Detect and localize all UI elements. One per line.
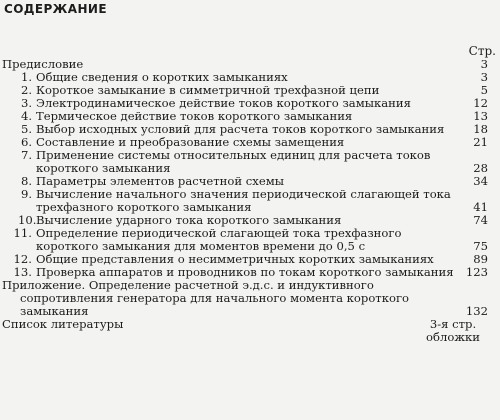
toc-entry-text: Проверка аппаратов и проводников по токам короткого замыкания <box>36 265 454 279</box>
toc-entry-text: Общие сведения о коротких замыканиях <box>36 70 288 84</box>
toc-entry-page: 3 <box>480 70 488 84</box>
toc-entry-text: Термическое действие токов короткого замыкания <box>36 109 353 123</box>
toc-entry-page: 21 <box>473 135 488 149</box>
toc-entry-page: 3-я стр. обложки <box>426 317 480 344</box>
toc-entry-number: 3. <box>20 96 32 110</box>
toc-entry-text: Определение периодической слагающей тока трехфазного короткого замыкания для моментов времени до 0,5 с <box>36 226 402 253</box>
toc-entry-text: Предисловие <box>2 57 84 71</box>
toc-entry <box>13 226 488 253</box>
toc-entry-appendix <box>2 279 488 318</box>
toc-entry-page: 41 <box>473 200 488 214</box>
toc-entry-number: 7. <box>20 148 32 162</box>
toc-entry-page: 13 <box>473 109 488 123</box>
toc-entry-references <box>2 318 488 344</box>
toc-entry-page: 123 <box>465 265 488 279</box>
toc-entry-text: Вычисление начального значения периодической слагающей тока трехфазного короткого замыкания <box>36 187 451 214</box>
toc-entry-number: 4. <box>20 109 32 123</box>
toc-entry-text: Приложение. Определение расчетной э.д.с. и индуктивного сопротивления генератора для начального момента короткого замыкания <box>2 278 410 318</box>
toc-entry-number: 10. <box>18 213 37 227</box>
toc-entry-number: 12. <box>13 252 32 266</box>
toc-entry-page: 132 <box>465 304 488 318</box>
toc-entry-number: 2. <box>20 83 32 97</box>
toc-entry-number: 8. <box>20 174 32 188</box>
toc-entry-number: 13. <box>13 265 32 279</box>
table-of-contents <box>2 57 488 344</box>
toc-entry-number: 11. <box>13 226 32 240</box>
toc-entry-page: 28 <box>473 161 488 175</box>
page-column-label: Стр. <box>468 44 496 58</box>
toc-entry-text: Составление и преобразование схемы замещения <box>36 135 345 149</box>
toc-entry-number: 9. <box>20 187 32 201</box>
toc-entry <box>18 188 488 214</box>
toc-entry-text: Применение системы относительных единиц для расчета токов короткого замыкания <box>36 148 431 175</box>
toc-entry-text: Электродинамическое действие токов короткого замыкания <box>36 96 411 110</box>
toc-entry-text: Выбор исходных условий для расчета токов короткого замыкания <box>36 122 445 136</box>
toc-entry-page: 75 <box>473 239 488 253</box>
toc-entry <box>18 149 488 175</box>
toc-entry-page: 12 <box>473 96 488 110</box>
toc-entry-page: 89 <box>473 252 488 266</box>
toc-entry-text: Вычисление ударного тока короткого замыкания <box>36 213 342 227</box>
toc-entry-page: 5 <box>480 83 488 97</box>
toc-entry-number: 6. <box>20 135 32 149</box>
toc-entry-text: Параметры элементов расчетной схемы <box>36 174 284 188</box>
page-title: СОДЕРЖАНИЕ <box>4 2 107 16</box>
toc-entry-page: 3 <box>480 57 488 71</box>
toc-entry-text: Общие представления о несимметричных коротких замыканиях <box>36 252 434 266</box>
toc-entry-text: Список литературы <box>2 317 124 331</box>
toc-entry-number: 1. <box>20 70 32 84</box>
toc-entry-page: 18 <box>473 122 488 136</box>
toc-entry-text: Короткое замыкание в симметричной трехфазной цепи <box>36 83 380 97</box>
toc-entry-number: 5. <box>20 122 32 136</box>
toc-entry-page: 34 <box>473 174 488 188</box>
toc-entry-page: 74 <box>473 213 488 227</box>
